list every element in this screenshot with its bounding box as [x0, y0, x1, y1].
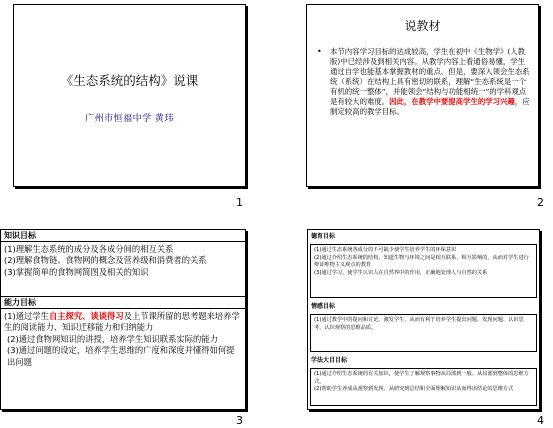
ability-list [1, 309, 245, 368]
slide-2[interactable] [306, 4, 539, 187]
ability-section [1, 296, 245, 368]
ability-item-text-end: 及上节课所留的思考题来培养学生的阅读能力、知识迁移能力和归纳能力 [4, 311, 240, 333]
moral-item: (1)通过生态系统各成分的不可缺少使学生培养学生的环保意识 [314, 247, 457, 253]
knowledge-item: (1)理解生态系统的成分及各成分间的相互关系 [4, 244, 174, 254]
emotion-item: (1)通过教学中的提问和讨论，激发学生，从而有利于培养学生提出问题、发现问题、认识思考、认识观察的思维品质。 [314, 317, 524, 331]
ability-highlight: 自主探究、谈谈得习 [48, 311, 124, 321]
moral-item: (2)通过介绍生态系统的结构，知道生物与环境之间是相互联系、相互影响的，从而对学生进行辩证唯物主义观点的教育 [314, 254, 529, 269]
method-item: (2)帮助学生养成从观察到发现、从研究到总结和全面理解知识从而得出结论的思维方式 [314, 386, 514, 393]
slide-2-paragraph [330, 47, 530, 117]
slide-2-highlight: 因此，在教学中要提高学生的学习兴趣 [389, 97, 515, 106]
slide-2-text: 本节内容学习目标的达成较高，学生在初中《生物学》(人教版)中已经涉及到相关内容。从教学内容上看通俗易懂，学生通过自学也能基本掌握教材的重点。但是，要深入领会生态系统（系统）在结构上具有密切的联系，理解“生态系统是一个有机的统一整体”，并能领会“结构与功能相统一”的学科观点是有较大的难度。 [330, 47, 530, 106]
page-number-2: 2 [537, 196, 544, 209]
method-item: (1)通过介绍生态系统的有关知识，使学生了解观察事物从局部到一般、从局部到整体的思维方式。 [314, 371, 529, 385]
slide-3[interactable] [0, 229, 246, 410]
slide-1-title: 《生态系统的结构》说课 [60, 73, 199, 88]
knowledge-item: (2)理解食物链、食物网的概念及营养级和消费者的关系 [4, 255, 207, 266]
slide-2-title: 说教材 [404, 19, 441, 33]
ability-item: (2)通过食物网知识的讲授，培养学生知识联系实际的能力 [7, 333, 218, 344]
knowledge-section [1, 230, 245, 278]
page-number-1: 1 [236, 196, 243, 209]
slide-4[interactable] [307, 229, 540, 410]
emotion-title: 情感目标 [311, 303, 336, 310]
ability-item-text: (1)通过学生 [4, 311, 49, 321]
moral-title: 德育目标 [311, 233, 336, 240]
method-title: 学法大目目标 [311, 357, 348, 364]
ability-item [1, 311, 245, 334]
slide-1[interactable] [13, 4, 246, 187]
knowledge-list [1, 242, 245, 278]
page-number-3: 3 [236, 414, 243, 427]
method-block [310, 368, 537, 406]
ability-title: 能力目标 [1, 297, 245, 309]
moral-item: (3)通过学习，使学生认识人在自然界中的作用，正确地处理人与自然的关系 [314, 269, 488, 276]
bullet-icon: • [317, 47, 322, 56]
page-number-4: 4 [537, 414, 544, 427]
ability-item: (3)通过问题的设定，培养学生思维的广度和深度并懂得如何提出问题 [7, 345, 235, 367]
moral-block [310, 244, 537, 298]
emotion-block [310, 314, 537, 352]
slide-1-subtitle: 广州市恒福中学 黄玮 [85, 114, 174, 124]
knowledge-item: (3)掌握简单的食物网简图及相关的知识 [4, 266, 149, 277]
slide-2-body [317, 47, 530, 117]
slide-2-text-end: ，应制定较高的教学目标。 [330, 97, 530, 116]
knowledge-title: 知识目标 [1, 230, 245, 242]
